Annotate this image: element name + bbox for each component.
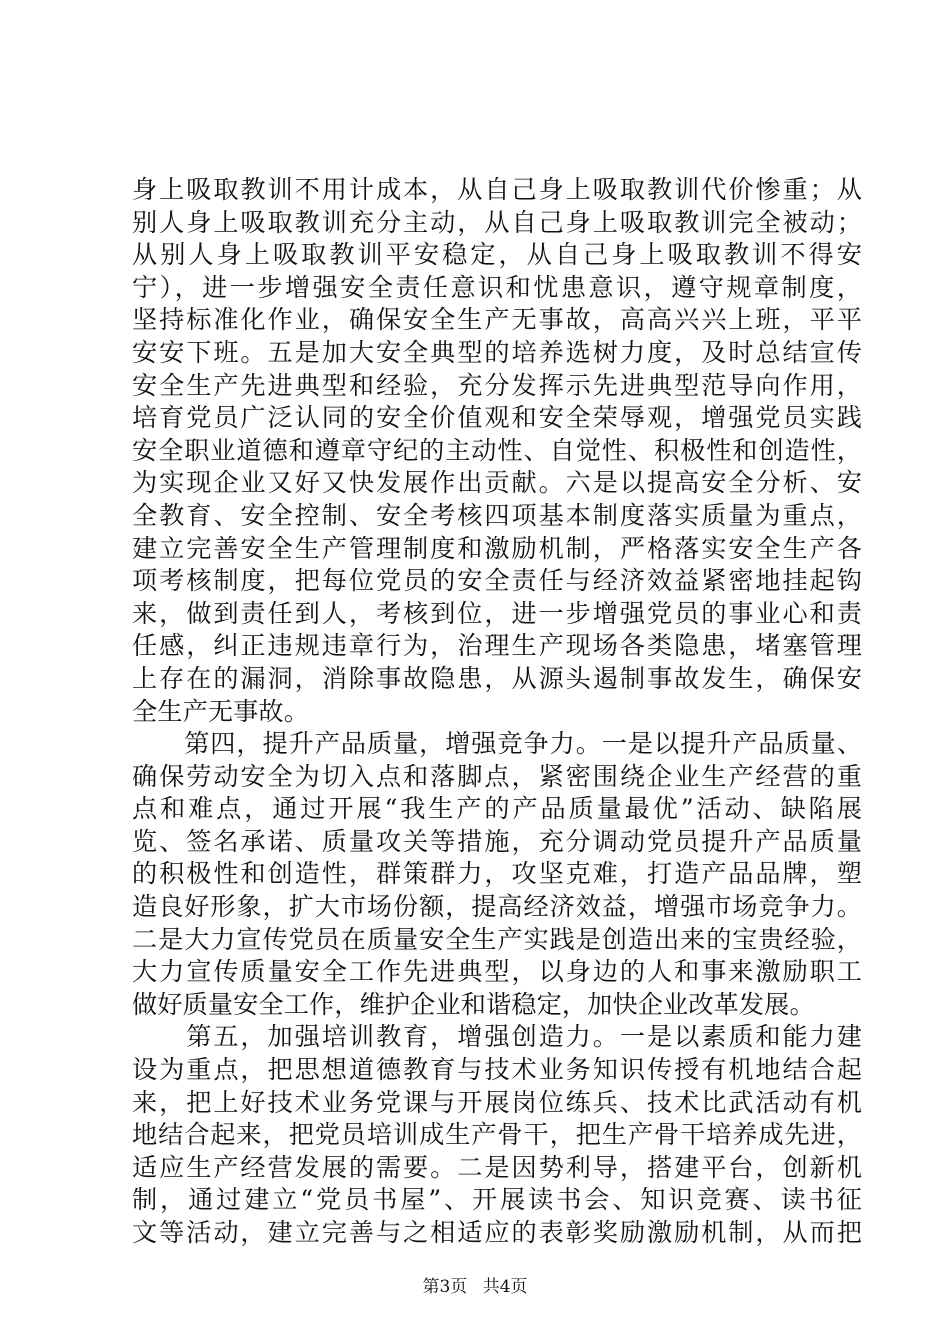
text-line: 安全职业道德和遵章守纪的主动性、自觉性、积极性和创造性， <box>132 435 862 465</box>
text-line: 任感，纠正违规违章行为，治理生产现场各类隐患，堵塞管理 <box>132 631 862 661</box>
text-line: 适应生产经营发展的需要。二是因势利导，搭建平台，创新机 <box>132 1152 862 1182</box>
text-line: 项考核制度，把每位党员的安全责任与经济效益紧密地挂起钩 <box>132 566 862 596</box>
text-line: 第四，提升产品质量，增强竞争力。一是以提升产品质量、 <box>132 729 862 759</box>
text-line: 地结合起来，把党员培训成生产骨干，把生产骨干培养成先进， <box>132 1120 862 1150</box>
text-line: 从别人身上吸取教训平安稳定，从自己身上吸取教训不得安 <box>132 240 862 270</box>
text-line: 建立完善安全生产管理制度和激励机制，严格落实安全生产各 <box>132 533 862 563</box>
text-line: 大力宣传质量安全工作先进典型，以身边的人和事来激励职工 <box>132 957 862 987</box>
text-line: 全教育、安全控制、安全考核四项基本制度落实质量为重点， <box>132 500 862 530</box>
text-line: 造良好形象，扩大市场份额，提高经济效益，增强市场竞争力。 <box>132 892 862 922</box>
text-line: 点和难点，通过开展“我生产的产品质量最优”活动、缺陷展 <box>132 794 862 824</box>
text-line: 坚持标准化作业，确保安全生产无事故，高高兴兴上班，平平 <box>132 305 862 335</box>
text-line: 来，把上好技术业务党课与开展岗位练兵、技术比武活动有机 <box>132 1087 862 1117</box>
text-line: 身上吸取教训不用计成本，从自己身上吸取教训代价惨重；从 <box>132 175 862 204</box>
page-number: 第3页 <box>422 1277 468 1297</box>
text-line: 的积极性和创造性，群策群力，攻坚克难，打造产品品牌，塑 <box>132 859 862 889</box>
text-line: 宁），进一步增强安全责任意识和忧患意识，遵守规章制度， <box>132 272 862 302</box>
text-line: 文等活动，建立完善与之相适应的表彰奖励激励机制，从而把 <box>132 1218 862 1247</box>
text-line: 二是大力宣传党员在质量安全生产实践是创造出来的宝贵经验， <box>132 924 862 954</box>
text-line: 全生产无事故。 <box>132 696 310 726</box>
page-footer <box>0 1272 950 1297</box>
text-line: 别人身上吸取教训充分主动，从自己身上吸取教训完全被动； <box>132 207 862 237</box>
text-line: 上存在的漏洞，消除事故隐患，从源头遏制事故发生，确保安 <box>132 663 862 693</box>
text-line: 制，通过建立“党员书屋”、开展读书会、知识竞赛、读书征 <box>132 1185 862 1215</box>
text-line: 第五，加强培训教育，增强创造力。一是以素质和能力建 <box>132 1022 862 1052</box>
text-line: 安全生产先进典型和经验，充分发挥示先进典型范导向作用， <box>132 370 862 400</box>
page-total: 共4页 <box>482 1277 528 1297</box>
text-line: 为实现企业又好又快发展作出贡献。六是以提高安全分析、安 <box>132 468 862 498</box>
text-line: 设为重点，把思想道德教育与技术业务知识传授有机地结合起 <box>132 1055 862 1085</box>
text-line: 确保劳动安全为切入点和落脚点，紧密围绕企业生产经营的重 <box>132 761 862 791</box>
text-line: 安安下班。五是加大安全典型的培养选树力度，及时总结宣传 <box>132 337 862 367</box>
body-text <box>132 174 862 1250</box>
text-line: 览、签名承诺、质量攻关等措施，充分调动党员提升产品质量 <box>132 826 862 856</box>
text-line: 来，做到责任到人，考核到位，进一步增强党员的事业心和责 <box>132 598 862 628</box>
text-line: 做好质量安全工作，维护企业和谐稳定，加快企业改革发展。 <box>132 989 815 1019</box>
text-line: 培育党员广泛认同的安全价值观和安全荣辱观，增强党员实践 <box>132 403 862 433</box>
